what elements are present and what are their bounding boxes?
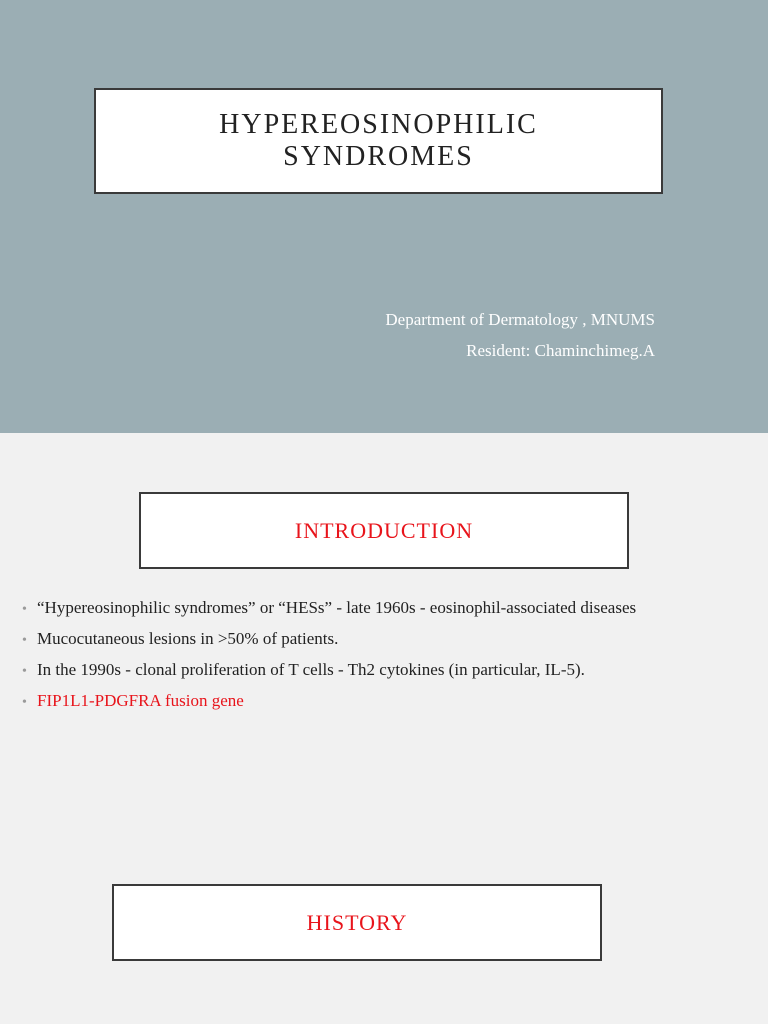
bullet-icon: • bbox=[22, 695, 27, 710]
bullet-icon: • bbox=[22, 664, 27, 679]
department-subtitle: Department of Dermatology , MNUMS bbox=[385, 310, 655, 329]
bullet-text: Mucocutaneous lesions in >50% of patients. bbox=[37, 629, 339, 648]
bullet-icon: • bbox=[22, 633, 27, 648]
introduction-slide bbox=[0, 433, 768, 1024]
resident-subtitle: Resident: Chaminchimeg.A bbox=[466, 341, 655, 360]
title-line-2: SYNDROMES bbox=[283, 141, 474, 172]
bullet-item bbox=[22, 629, 636, 660]
title-slide bbox=[0, 0, 768, 433]
bullet-text: In the 1990s - clonal proliferation of T cells - Th2 cytokines (in particular, IL-5). bbox=[37, 660, 585, 679]
history-heading: HISTORY bbox=[306, 909, 408, 935]
bullet-icon: • bbox=[22, 602, 27, 617]
introduction-heading: INTRODUCTION bbox=[294, 517, 474, 543]
bullet-item bbox=[22, 660, 636, 691]
bullet-text: FIP1L1-PDGFRA fusion gene bbox=[37, 691, 244, 710]
history-heading-box bbox=[112, 884, 602, 961]
bullet-text: “Hypereosinophilic syndromes” or “HESs” - late 1960s - eosinophil-associated diseases bbox=[37, 598, 637, 617]
title-box bbox=[94, 88, 663, 194]
bullet-item bbox=[22, 598, 636, 629]
introduction-heading-box bbox=[139, 492, 629, 569]
introduction-bullet-list bbox=[22, 598, 636, 722]
bullet-item-highlight bbox=[22, 691, 636, 722]
title-line-1: HYPEREOSINOPHILIC bbox=[219, 109, 538, 140]
